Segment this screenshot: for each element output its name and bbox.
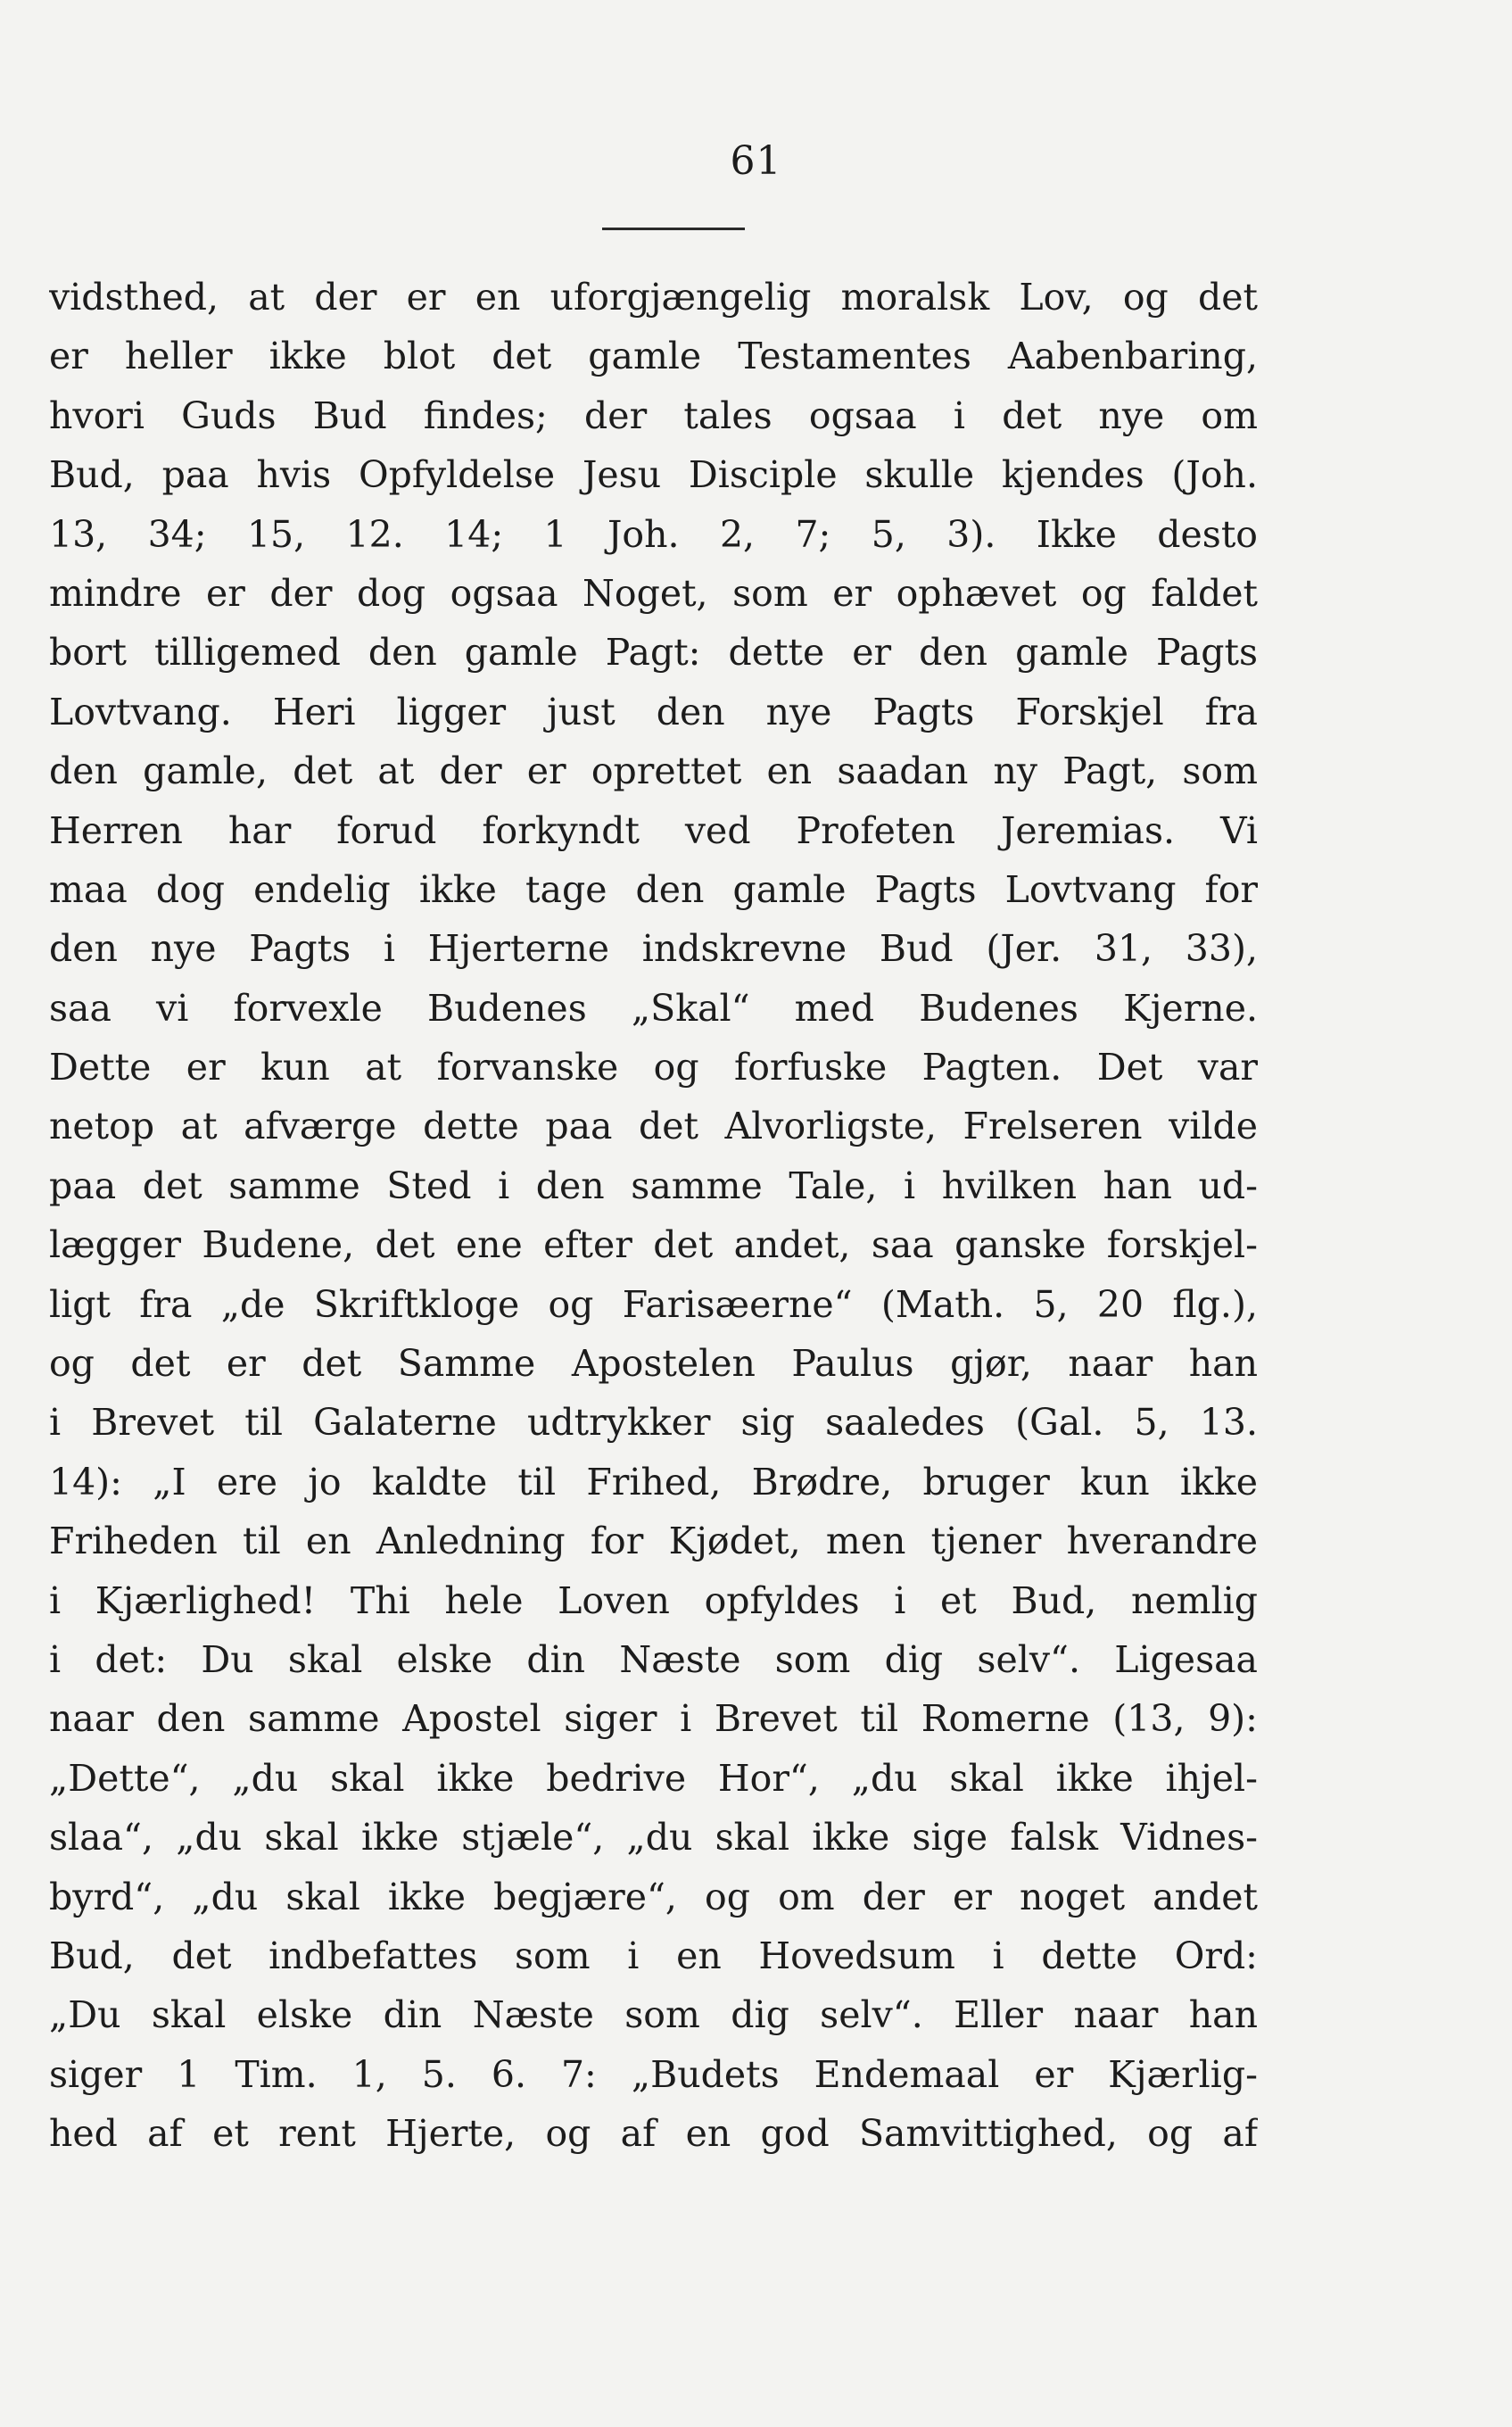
text-line: mindre er der dog ogsaa Noget, som er ophævet og faldet bbox=[49, 571, 1258, 615]
text-line: „Dette“, „du skal ikke bedrive Hor“, „du skal ikke ihjel- bbox=[49, 1756, 1258, 1800]
text-line: vidsthed, at der er en uforgjængelig moralsk Lov, og det bbox=[49, 276, 1258, 319]
text-line: i Brevet til Galaterne udtrykker sig saaledes (Gal. 5, 13. bbox=[49, 1401, 1258, 1445]
text-line: Friheden til en Anledning for Kjødet, men tjener hverandre bbox=[49, 1520, 1258, 1563]
text-line: slaa“, „du skal ikke stjæle“, „du skal ikke sige falsk Vidnes- bbox=[49, 1816, 1258, 1860]
text-line: saa vi forvexle Budenes „Skal“ med Budenes Kjerne. bbox=[49, 986, 1258, 1030]
text-line: den nye Pagts i Hjerterne indskrevne Bud (Jer. 31, 33), bbox=[49, 927, 1258, 971]
text-line: byrd“, „du skal ikke begjære“, og om der er noget andet bbox=[49, 1875, 1258, 1918]
text-line: Dette er kun at forvanske og forfuske Pagten. Det var bbox=[49, 1046, 1258, 1089]
text-line: Bud, det indbefattes som i en Hovedsum i dette Ord: bbox=[49, 1934, 1258, 1977]
text-line: hed af et rent Hjerte, og af en god Samvittighed, og af bbox=[49, 2112, 1258, 2156]
text-line: ligt fra „de Skriftkloge og Farisæerne“ (Math. 5, 20 flg.), bbox=[49, 1282, 1258, 1326]
text-line: Herren har forud forkyndt ved Profeten Jeremias. Vi bbox=[49, 808, 1258, 852]
text-line: den gamle, det at der er oprettet en saadan ny Pagt, som bbox=[49, 750, 1258, 793]
text-line: bort tilligemed den gamle Pagt: dette er den gamle Pagts bbox=[49, 631, 1258, 675]
text-line: netop at afværge dette paa det Alvorligste, Frelseren vilde bbox=[49, 1105, 1258, 1148]
text-line: paa det samme Sted i den samme Tale, i hvilken han ud- bbox=[49, 1164, 1258, 1207]
text-line: naar den samme Apostel siger i Brevet til Romerne (13, 9): bbox=[49, 1697, 1258, 1741]
text-line: i det: Du skal elske din Næste som dig selv“. Ligesaa bbox=[49, 1637, 1258, 1681]
header-rule bbox=[602, 228, 745, 230]
text-line: maa dog endelig ikke tage den gamle Pagts Lovtvang for bbox=[49, 867, 1258, 911]
page-number: 61 bbox=[730, 138, 782, 184]
text-line: er heller ikke blot det gamle Testamentes Aabenbaring, bbox=[49, 335, 1258, 378]
text-line: Bud, paa hvis Opfyldelse Jesu Disciple skulle kjendes (Joh. bbox=[49, 453, 1258, 497]
text-line: Lovtvang. Heri ligger just den nye Pagts Forskjel fra bbox=[49, 690, 1258, 733]
text-line: hvori Guds Bud findes; der tales ogsaa i det nye om bbox=[49, 393, 1258, 437]
text-line: lægger Budene, det ene efter det andet, saa ganske forskjel- bbox=[49, 1223, 1258, 1267]
text-line: 14): „I ere jo kaldte til Frihed, Brødre, bruger kun ikke bbox=[49, 1460, 1258, 1503]
text-line: i Kjærlighed! Thi hele Loven opfyldes i et Bud, nemlig bbox=[49, 1578, 1258, 1622]
text-line: 13, 34; 15, 12. 14; 1 Joh. 2, 7; 5, 3). Ikke desto bbox=[49, 512, 1258, 556]
text-line: og det er det Samme Apostelen Paulus gjør, naar han bbox=[49, 1342, 1258, 1386]
body-text bbox=[49, 268, 1258, 2164]
text-line: „Du skal elske din Næste som dig selv“. Eller naar han bbox=[49, 1993, 1258, 2037]
text-line: siger 1 Tim. 1, 5. 6. 7: „Budets Endemaal er Kjærlig- bbox=[49, 2052, 1258, 2096]
